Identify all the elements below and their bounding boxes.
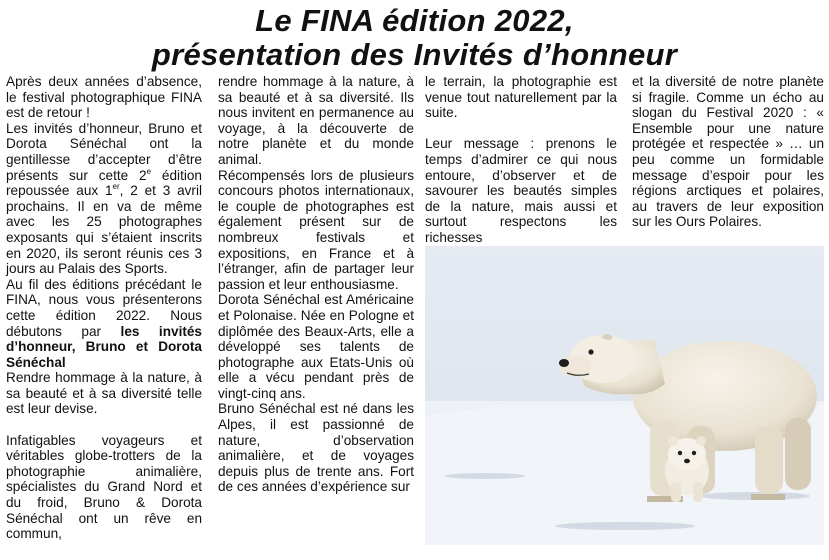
text-column-1 xyxy=(6,74,202,542)
paragraph: Les invités d’honneur, Bruno et Dorota Sénéchal ont la gentillesse d’accepter d’être présents sur cette 2e édition repoussée aux 1er, 2 et 3 avril prochains. Il en va de même avec les 25 photographes exposants qui s’étaient inscrits en 2020, ils seront réunis ces 3 jours au Palais des Sports. xyxy=(6,120,202,277)
paragraph: Bruno Sénéchal est né dans les Alpes, il est passionné de nature, d’observation animalière, et de voyages depuis plus de trente ans. Fort de ces années d’expérience sur xyxy=(218,401,414,495)
article-headline xyxy=(0,4,829,72)
paragraph: Dorota Sénéchal est Américaine et Polonaise. Née en Pologne et diplômée des Beaux-Arts, elle a développé ses talents de photographe aux Etats-Unis où elle a vécu pendant près de vingt-cinq ans. xyxy=(218,292,414,401)
paragraph: et la diversité de notre planète si fragile. Comme un écho au slogan du Festival 2020 : « Ensemble pour une nature protégée et respectée » … un peu comme un formidable message d’espoir pour les régions arctiques et polaires, au travers de leur exposition sur les Ours Polaires. xyxy=(632,74,824,230)
text-column-3 xyxy=(425,74,617,246)
text-column-2 xyxy=(218,74,414,495)
paragraph: Récompensés lors de plusieurs concours photos internationaux, le couple de photographes est également présent sur de nombreux festivals et expositions, en France et à l’étranger, afin de partager leur passion et leur enthousiasme. xyxy=(218,167,414,292)
paragraph: Rendre hommage à la nature, à sa beauté et à sa diversité telle est leur devise. xyxy=(6,370,202,417)
paragraph: Leur message : prenons le temps d’admirer ce qui nous entoure, d’observer et de savourer les beautés simples de la nature, mais aussi et surtout respectons les richesses xyxy=(425,136,617,245)
paragraph: le terrain, la photographie est venue tout naturellement par la suite. xyxy=(425,74,617,121)
paragraph: Infatigables voyageurs et véritables globe-trotters de la photographie animalière, spécialistes du Grand Nord et du froid, Bruno & Dorota Sénéchal ont un rêve en commun, xyxy=(6,432,202,542)
headline-line-2: présentation des Invités d’honneur xyxy=(151,37,678,72)
bold-guests-name: les invités d’honneur, Bruno et Dorota Sénéchal xyxy=(6,323,202,370)
polar-bear-photo xyxy=(425,246,824,545)
paragraph: Au fil des éditions précédant le FINA, nous vous présenterons cette édition 2022. Nous débutons par les invités d’honneur, Bruno et Dorota Sénéchal xyxy=(6,276,202,370)
paragraph: rendre hommage à la nature, à sa beauté et à sa diversité. Ils nous invitent en permanence au voyage, à la découverte de notre planète et du monde animal. xyxy=(218,74,414,167)
cub-bear xyxy=(665,436,709,502)
text-column-4 xyxy=(632,74,824,230)
paragraph: Après deux années d’absence, le festival photographique FINA est de retour ! xyxy=(6,74,202,121)
polar-bear-illustration xyxy=(425,246,824,545)
headline-line-1: Le FINA édition 2022, xyxy=(255,3,574,38)
